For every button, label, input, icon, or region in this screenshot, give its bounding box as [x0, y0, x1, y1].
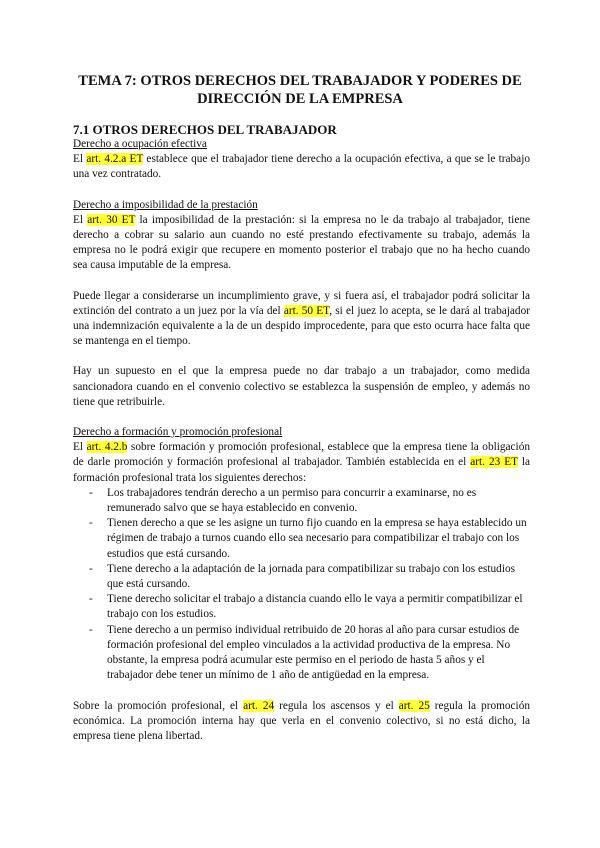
text-run: establece que el trabajador tiene derecho a la ocupación efectiva, a que se le trabajo una vez contratado.: [73, 153, 530, 181]
paragraph-imposibilidad-2: [73, 289, 530, 350]
rights-list: [73, 486, 530, 684]
spacer: [73, 274, 530, 289]
document-title: [60, 72, 540, 108]
paragraph-ocupacion: [73, 152, 530, 182]
title-line-2: DIRECCIÓN DE LA EMPRESA: [197, 91, 403, 107]
text-run: sobre formación y promoción profesional, establece que la empresa tiene la obligación de darle promoción y formación profesional al trabajador. También establecida en el: [73, 441, 530, 469]
law-reference-highlight: art. 24: [243, 699, 275, 712]
spacer: [73, 684, 530, 699]
text-run: , si el juez lo acepta, se le dará al trabajador una indemnización equivalente a la de un despido improcedente, para que esto ocurra hace falta que se mantenga en el tiempo.: [73, 304, 530, 348]
law-reference-highlight: art. 30 ET: [87, 213, 136, 226]
section-title: 7.1 OTROS DERECHOS DEL TRABAJADOR: [73, 122, 337, 137]
paragraph-imposibilidad-1: [73, 213, 530, 274]
law-reference-highlight: art. 50 ET: [283, 304, 330, 317]
text-run: Sobre la promoción profesional, el: [73, 699, 244, 712]
text-run: El: [73, 213, 88, 226]
title-line-1: TEMA 7: OTROS DERECHOS DEL TRABAJADOR Y PODERES DE: [78, 73, 522, 89]
spacer: [73, 183, 530, 198]
list-item: - Tiene derecho solicitar el trabajo a distancia cuando ello le vaya a permitir compatibilizar el trabajo con los estudios.: [73, 592, 530, 622]
subheading-ocupacion: Derecho a ocupación efectiva: [73, 138, 207, 150]
text-run: El: [73, 153, 87, 166]
list-item: - Tiene derecho a un permiso individual retribuido de 20 horas al año para cursar estudios de formación profesional del empleo vinculados a la actividad productiva de la empresa. No obstante, la empresa podrá acumular este permiso en el periodo de hasta 5 años y el trabajador debe tener un mínimo de 1 año de antigüedad en la empresa.: [73, 623, 530, 684]
text-run: Puede llegar a considerarse un incumplimiento grave, y si fuera así, el trabajador podrá solicitar la extinción del contrato a un juez por la vía del: [73, 289, 530, 317]
subheading-imposibilidad: Derecho a imposibilidad de la prestación: [73, 198, 258, 211]
text-run: la imposibilidad de la prestación: si la empresa no le da trabajo al trabajador, tiene derecho a cobrar su salario aun cuando no esté prestando efectivamente su trabajo, además la empresa no le podrá exigir que recupere en momento posterior el trabajo que no ha hecho cuando sea causa imputable de la empresa.: [73, 213, 530, 272]
document-body: [73, 122, 530, 744]
law-reference-highlight: art. 4.2.b: [86, 441, 128, 454]
spacer: [73, 410, 530, 425]
paragraph-promocion: [73, 699, 530, 745]
paragraph-formacion-1: [73, 440, 530, 486]
law-reference-highlight: art. 4.2.a ET: [86, 153, 144, 166]
list-item: - Tienen derecho a que se les asigne un turno fijo cuando en la empresa se haya establecido un régimen de trabajo a turnos cuando ello sea necesario para compatibilizar el trabajo con los estudios que está cursando.: [73, 516, 530, 562]
law-reference-highlight: art. 23 ET: [470, 456, 518, 469]
law-reference-highlight: art. 25: [398, 699, 430, 712]
spacer: [73, 349, 530, 364]
text-run: regula la promoción económica. La promoción interna hay que verla en el convenio colectivo, si no está dicho, la empresa tiene plena libertad.: [73, 699, 530, 742]
text-run: El: [73, 441, 87, 454]
paragraph-imposibilidad-3: Hay un supuesto en el que la empresa puede no dar trabajo a un trabajador, como medida sancionadora cuando en el convenio colectivo se establezca la suspensión de empleo, y además no tiene que retribuirle.: [73, 365, 530, 408]
subheading-formacion: Derecho a formación y promoción profesional: [73, 426, 283, 439]
text-run: la formación profesional trata los siguientes derechos:: [73, 456, 531, 484]
list-item: - Los trabajadores tendrán derecho a un permiso para concurrir a examinarse, no es remunerado salvo que se haya establecido en convenio.: [73, 486, 530, 516]
text-run: regula los ascensos y el: [274, 699, 399, 712]
list-item: - Tiene derecho a la adaptación de la jornada para compatibilizar su trabajo con los estudios que está cursando.: [73, 562, 530, 592]
